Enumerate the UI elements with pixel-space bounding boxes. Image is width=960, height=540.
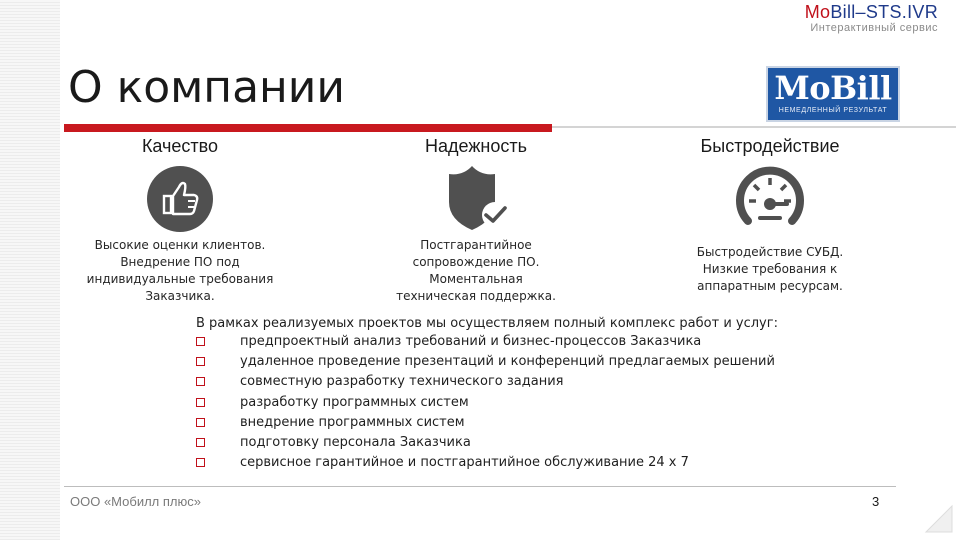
brand-subtitle: Интерактивный сервис: [810, 22, 938, 34]
list-item-text: сервисное гарантийное и постгарантийное обслуживание 24 х 7: [240, 455, 689, 471]
footer-company: ООО «Мобилл плюс»: [70, 494, 201, 509]
list-item-text: разработку программных систем: [240, 394, 469, 410]
footer-divider: [64, 486, 896, 487]
company-logo: [766, 66, 900, 122]
logo-tagline: НЕМЕДЛЕННЫЙ РЕЗУЛЬТАТ: [778, 107, 888, 114]
list-item-text: предпроектный анализ требований и бизнес-процессов Заказчика: [240, 334, 702, 349]
list-item: [196, 435, 775, 455]
services-intro: В рамках реализуемых проектов мы осуществляем полный комплекс работ и услуг:: [196, 316, 778, 331]
list-item: [196, 334, 775, 354]
logo-text: MoBill: [774, 69, 892, 107]
list-item: [196, 415, 775, 435]
title-underline-accent: [64, 124, 552, 132]
checkbox-bullet-icon: [196, 438, 205, 447]
checkbox-bullet-icon: [196, 458, 205, 467]
feature-title: Качество: [141, 136, 219, 156]
feature-description: Быстродействие СУБД. Низкие требования к аппаратным ресурсам.: [696, 245, 844, 293]
brand-name: [805, 2, 938, 23]
thumbs-up-icon: [145, 164, 215, 234]
feature-quality: [60, 134, 300, 305]
brand-name-rest: Bill–STS.IVR: [830, 2, 938, 22]
list-item: [196, 354, 775, 374]
checkbox-bullet-icon: [196, 418, 205, 427]
feature-description: Высокие оценки клиентов. Внедрение ПО под индивидуальные требования Заказчика.: [86, 238, 274, 303]
speedometer-icon: [735, 164, 805, 234]
list-item: [196, 395, 775, 415]
list-item-text: внедрение программных систем: [240, 414, 465, 430]
checkbox-bullet-icon: [196, 398, 205, 407]
list-item-text: подготовку персонала Заказчика: [240, 434, 471, 450]
list-item-text: совместную разработку технического задания: [240, 374, 564, 390]
feature-performance: [650, 134, 890, 295]
shield-check-icon: [441, 164, 511, 234]
brand-header: [805, 2, 938, 34]
checkbox-bullet-icon: [196, 337, 205, 346]
page-curl-icon: [924, 504, 954, 534]
slide: [60, 0, 960, 540]
checkbox-bullet-icon: [196, 357, 205, 366]
list-item: [196, 374, 775, 394]
feature-description: Постгарантийное сопровождение ПО. Моментальная техническая поддержка.: [396, 238, 556, 303]
feature-title: Надежность: [425, 136, 527, 156]
feature-title: Быстродействие: [700, 136, 840, 156]
title-underline: [552, 126, 956, 128]
brand-name-accent: Mo: [804, 2, 831, 22]
list-item-text: удаленное проведение презентаций и конференций предлагаемых решений: [240, 354, 775, 370]
list-item: [196, 455, 775, 475]
page-number: 3: [872, 494, 880, 509]
checkbox-bullet-icon: [196, 377, 205, 386]
feature-reliability: [356, 134, 596, 305]
page-title: О компании: [68, 62, 345, 113]
services-list: [196, 334, 775, 475]
